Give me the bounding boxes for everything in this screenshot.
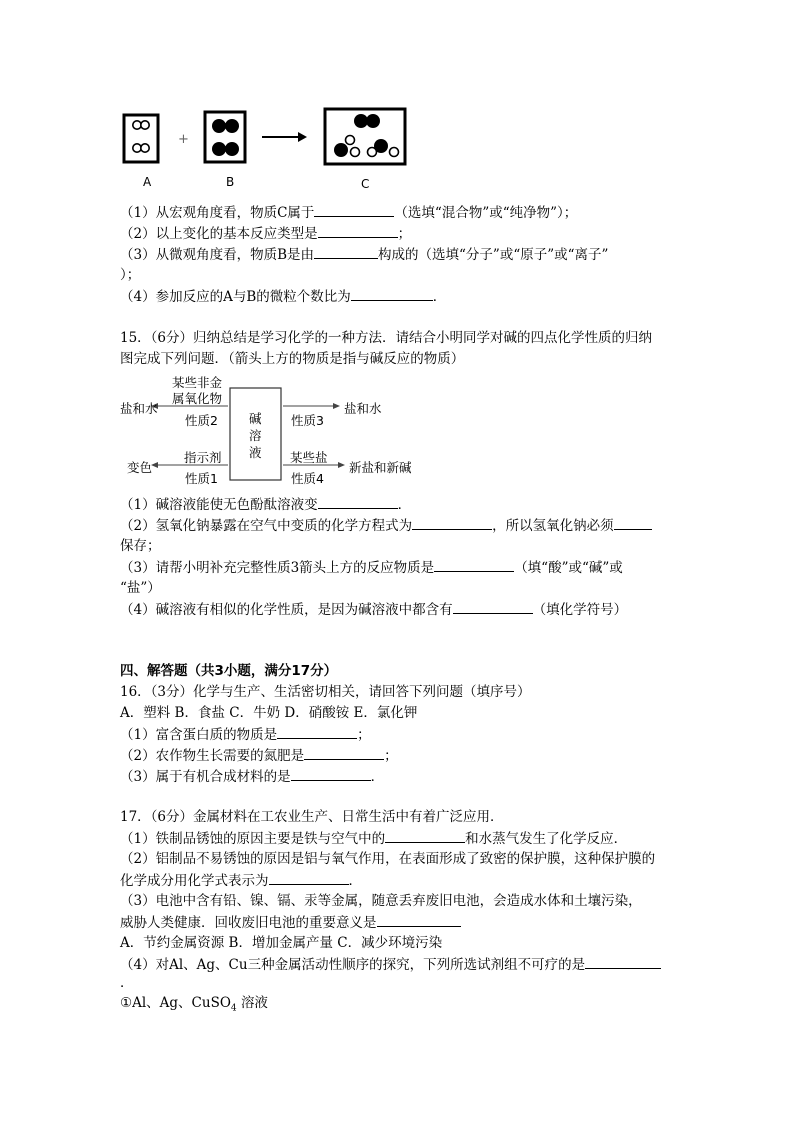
center-char-2: 溶 (249, 428, 262, 443)
answer-blank[interactable] (434, 557, 514, 572)
q15-item-2-cont: 保存； (120, 538, 161, 554)
base-properties-diagram (118, 372, 418, 487)
q17-item-2-cont: 化学成分用化学式表示为 ． (120, 870, 362, 891)
right-bottom-reagent: 某些盐 (290, 450, 328, 465)
answer-blank[interactable] (318, 223, 398, 238)
answer-blank[interactable] (453, 599, 533, 614)
center-char-3: 液 (249, 445, 262, 460)
particle-figure (110, 100, 430, 195)
right-bottom-property: 性质4 (291, 471, 324, 486)
q14-item-3: （3）从微观角度看，物质B是由 构成的（选填“分子”或“原子”或“离子” (120, 244, 608, 265)
label-a: A (143, 175, 152, 189)
q17-item-4-cont: ． (120, 975, 134, 991)
answer-blank[interactable] (385, 828, 465, 843)
q17-option-1: ①Al、Ag、CuSO$_4$ 溶液 (120, 995, 268, 1014)
q17-item-2: （2）铝制品不易锈蚀的原因是铝与氧气作用，在表面形成了致密的保护膜，这种保护膜的 (120, 851, 656, 867)
left-top-reagent-2: 属氧化物 (172, 391, 223, 406)
q14-item-3-cont: ）； (120, 267, 141, 283)
left-top-result: 盐和水 (120, 401, 158, 416)
q15-item-2: （2）氢氧化钠暴露在空气中变质的化学方程式为 ，所以氢氧化钠必须 (120, 515, 652, 536)
answer-blank[interactable] (304, 745, 384, 760)
q16-options: A．塑料 B．食盐 C．牛奶 D．硝酸铵 E．氯化钾 (120, 705, 418, 721)
right-top-result: 盐和水 (344, 401, 382, 416)
box-b (205, 112, 245, 162)
q15-item-1: （1）碱溶液能使无色酚酞溶液变 ． (120, 494, 411, 515)
left-top-property: 性质2 (185, 413, 218, 428)
label-b: B (226, 175, 235, 189)
q17-item-1: （1）铁制品锈蚀的原因主要是铁与空气中的 和水蒸气发生了化学反应． (120, 828, 627, 849)
plus-sign: + (178, 132, 189, 147)
left-top-reagent-1: 某些非金 (172, 375, 223, 390)
left-bottom-property: 性质1 (185, 471, 218, 486)
left-bottom-reagent: 指示剂 (184, 450, 222, 465)
q15-item-3-cont: “盐”） (120, 580, 161, 596)
answer-blank[interactable] (412, 515, 492, 530)
q17-item-3: （3）电池中含有铅、镍、镉、汞等金属，随意丢弃废旧电池，会造成水体和土壤污染， (120, 893, 642, 909)
q15-item-4: （4）碱溶液有相似的化学性质，是因为碱溶液中都含有 （填化学符号） (120, 599, 627, 620)
q16-intro: 16．（3分）化学与生产、生活密切相关，请回答下列问题（填序号） (120, 684, 531, 700)
label-c: C (361, 177, 370, 191)
right-top-property: 性质3 (291, 413, 324, 428)
answer-blank[interactable] (291, 766, 371, 781)
answer-blank[interactable] (277, 724, 357, 739)
right-bottom-result: 新盐和新碱 (349, 460, 412, 475)
q16-item-2: （2）农作物生长需要的氮肥是 ； (120, 745, 398, 766)
q14-item-1: （1）从宏观角度看，物质C属于 （选填“混合物”或“纯净物”）； (120, 202, 577, 223)
q17-item-3-cont: 威胁人类健康．回收废旧电池的重要意义是 (120, 912, 461, 933)
q14-item-4: （4）参加反应的A与B的微粒个数比为 ． (120, 286, 446, 307)
particle-diagram (110, 100, 430, 170)
q15-item-3: （3）请帮小明补充完整性质3箭头上方的反应物质是 （填“酸”或“碱”或 (120, 557, 623, 578)
q16-item-3: （3）属于有机合成材料的是 ． (120, 766, 384, 787)
q17-item-4: （4）对Al、Ag、Cu三种金属活动性顺序的探究，下列所选试剂组不可疗的是 (120, 954, 661, 975)
answer-blank[interactable] (314, 244, 378, 259)
answer-blank[interactable] (351, 286, 433, 301)
answer-blank[interactable] (614, 515, 652, 530)
q17-item-3-options: A．节约金属资源 B．增加金属产量 C．减少环境污染 (120, 935, 443, 951)
q15-intro-2: 图完成下列问题．（箭头上方的物质是指与碱反应的物质） (120, 351, 465, 367)
center-char-1: 碱 (249, 411, 262, 426)
answer-blank[interactable] (318, 494, 398, 509)
answer-blank[interactable] (314, 202, 394, 217)
answer-blank[interactable] (377, 912, 461, 927)
q14-item-2: （2）以上变化的基本反应类型是 ； (120, 223, 411, 244)
q15-intro-1: 15．（6分）归纳总结是学习化学的一种方法．请结合小明同学对碱的四点化学性质的归纳 (120, 330, 653, 346)
q16-item-1: （1）富含蛋白质的物质是 ； (120, 724, 371, 745)
section-heading: 四、解答题（共3小题，满分17分） (120, 663, 338, 679)
answer-blank[interactable] (585, 954, 661, 969)
q17-intro: 17．（6分）金属材料在工农业生产、日常生活中有着广泛应用． (120, 809, 504, 825)
left-bottom-result: 变色 (127, 460, 153, 475)
answer-blank[interactable] (269, 870, 349, 885)
